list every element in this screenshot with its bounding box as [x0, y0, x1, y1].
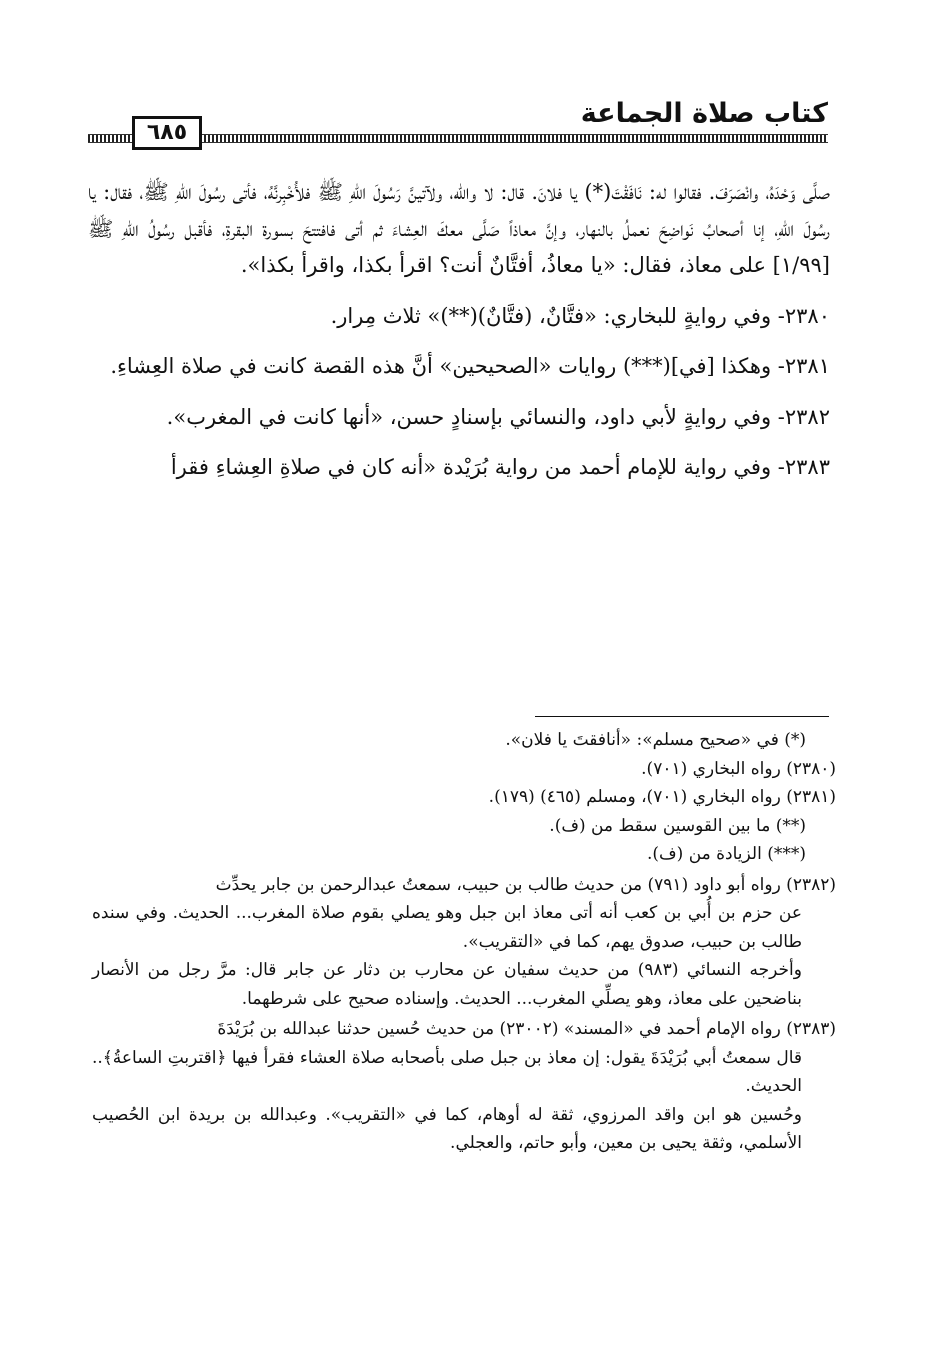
entry-2381: ٢٣٨١- وهكذا [في](***) روايات «الصحيحين» أنَّ هذه القصة كانت في صلاة العِشاءِ.: [110, 354, 830, 378]
page-number: ٦٨٥: [132, 116, 202, 150]
footnote-2382-second-paragraph: وأخرجه النسائي (٩٨٣) من حديث سفيان عن محارب بن دثار عن جابر قال: مرَّ رجل من الأنصار بناضحين على معاذ، وهو يصلِّي المغرب... الحديث. وإسناده صحيح على شرطهما.: [92, 960, 802, 1009]
footnote-separator: [535, 716, 829, 717]
footnotes: [92, 726, 836, 1158]
footnote-star-3: (***) الزيادة من (ف).: [647, 844, 806, 864]
footnote-2380: (٢٣٨٠) رواه البخاري (٧٠١).: [641, 758, 836, 779]
footnote-2383-head: (٢٣٨٣) رواه الإمام أحمد في «المسند» (٢٣٠٠٢) من حديث حُسين حدثنا عبدالله بن بُرَيْدَةَ: [217, 1019, 836, 1039]
footnote-2383: [92, 1015, 836, 1158]
footnote-2382-head: (٢٣٨٢) رواه أبو داود (٧٩١) من حديث طالب بن حبيب، سمعتُ عبدالرحمن بن جابر يحدِّث: [215, 874, 836, 895]
footnote-2383-continuation: قال سمعتُ أبي بُرَيْدَةَ يقول: إن معاذ بن جبل صلى بأصحابه صلاة العشاء فقرأ فيها ﴿اقتربتِ الساعةُ﴾.. الحديث.: [92, 1047, 802, 1096]
footnote-star-1: (*) في «صحيح مسلم»: «أنافقتَ يا فلان».: [505, 730, 806, 750]
footnote-2383-second-paragraph: وحُسين هو ابن واقد المرزوي، ثقة له أوهام، كما في «التقريب». وعبدالله بن بريدة ابن الحُصيب الأسلمي، وثقة يحيى بن معين، وأبو حاتم، والعجلي.: [92, 1104, 802, 1153]
main-text: [88, 174, 830, 486]
footnote-star-2: (**) ما بين القوسين سقط من (ف).: [549, 815, 806, 836]
entry-2383: ٢٣٨٣- وفي رواية للإمام أحمد من رواية بُرَيْدة «أنه كان في صلاةِ العِشاءِ فقرأ: [170, 455, 830, 479]
page-header: [88, 92, 828, 152]
entry-2382: ٢٣٨٢- وفي روايةٍ لأبي داود، والنسائي بإسنادٍ حسن، «أنها كانت في المغرب».: [166, 404, 830, 429]
footnote-2382-continuation: عن حزم بن أُبي بن كعب أنه أتى معاذ ابن جبل وهو يصلي بقوم صلاة المغرب... الحديث. وفي سنده طالب بن حبيب، صدوق يهم، كما في «التقريب».: [92, 903, 802, 952]
running-title: كتاب صلاة الجماعة: [580, 98, 828, 129]
entry-2380: ٢٣٨٠- وفي روايةٍ للبخاري: «فتَّانٌ، (فتَّانٌ)(**)» ثلاث مِرار.: [330, 303, 830, 328]
continuation-paragraph: صلَّى وَحْدَهُ، وانْصَرَفَ. فقالوا له: نَافَقْتَ(*) يا فلانَ. قال: لا والله، ولآتينَّ رَسُولَ اللهِ ﷺ فلأُخْبِرنَّهُ، فأتى رسُولَ اللهِ ﷺ، فقال: يا رسُولَ اللهِ، إنا أصحابُ نَواضِحَ نعملُ بالنهار، وإنَّ معاذاً صَلَّى معكَ العِشاءَ ثم أتى فافتتحَ بسورة البقرةِ، فأقبل رسُولُ اللهِ ﷺ [١/٩٩] على معاذ، فقال: «يا معاذُ، أفتَّانٌ أنت؟ اقرأ بكذا، واقرأ بكذا».: [88, 180, 830, 277]
footnote-2382: [92, 871, 836, 1014]
footnote-2381: (٢٣٨١) رواه البخاري (٧٠١)، ومسلم (٤٦٥) (١٧٩).: [488, 787, 836, 807]
